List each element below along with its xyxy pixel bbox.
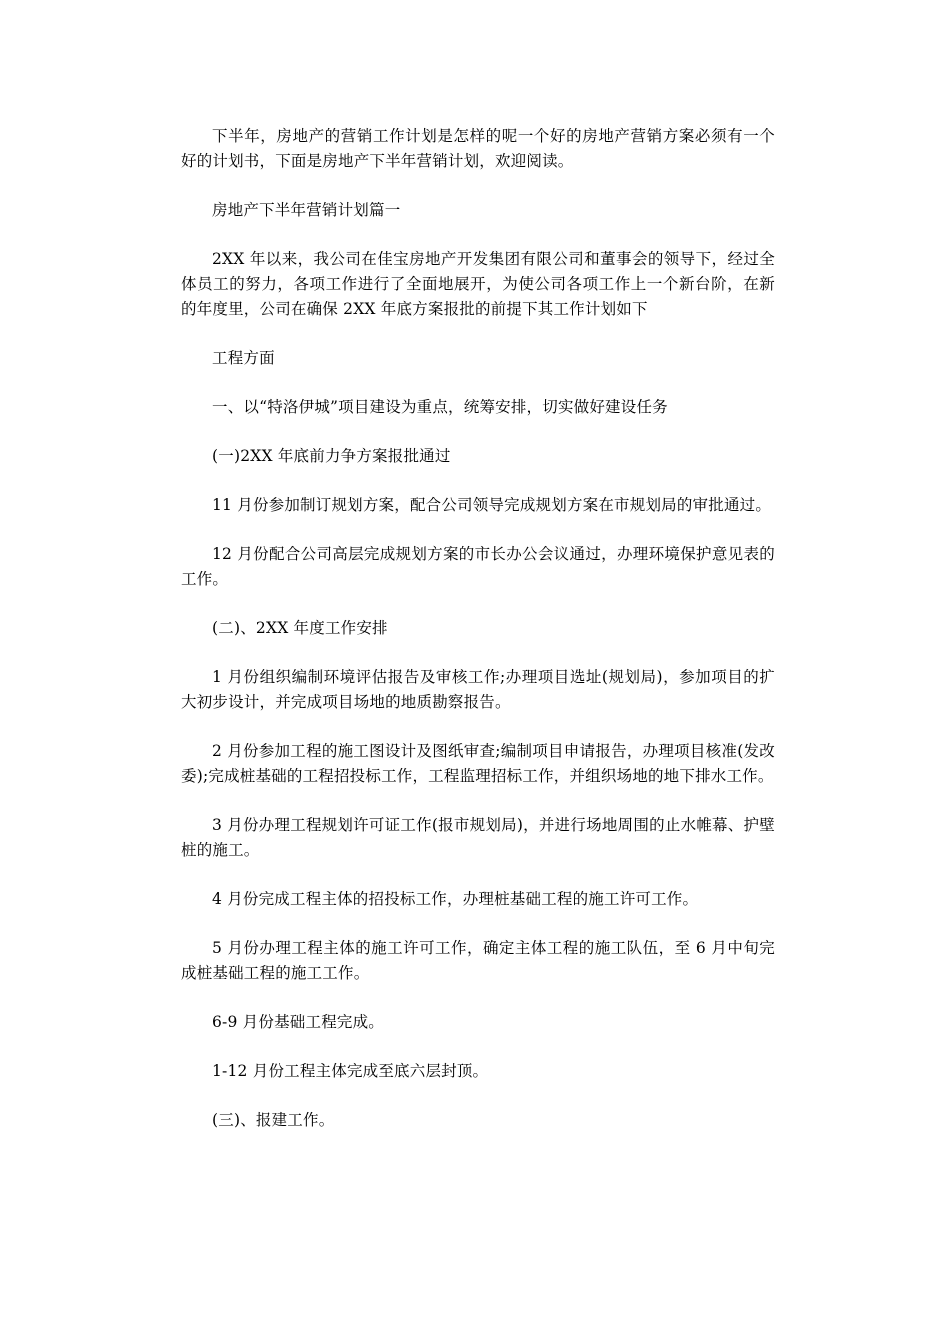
subsection-two-heading: (二)、2XX 年度工作安排 <box>212 619 388 637</box>
overview-paragraph: 2XX 年以来，我公司在佳宝房地产开发集团有限公司和董事会的领导下，经过全体员工的努力，各项工作进行了全面地展开，为使公司各项工作上一个新台阶，在新的年度里，公司在确保 2XX 年底方案报批的前提下其工作计划如下 <box>181 250 775 318</box>
january-paragraph: 1 月份组织编制环境评估报告及审核工作;办理项目选址(规划局)，参加项目的扩大初步设计，并完成项目场地的地质勘察报告。 <box>181 668 775 711</box>
item-one-heading: 一、以“特洛伊城”项目建设为重点，统筹安排，切实做好建设任务 <box>212 398 668 416</box>
may-paragraph: 5 月份办理工程主体的施工许可工作，确定主体工程的施工队伍，至 6 月中旬完成桩基础工程的施工工作。 <box>181 939 775 982</box>
february-paragraph: 2 月份参加工程的施工图设计及图纸审查;编制项目申请报告，办理项目核准(发改委);完成桩基础的工程招投标工作，工程监理招标工作，并组织场地的地下排水工作。 <box>181 742 775 785</box>
november-paragraph: 11 月份参加制订规划方案，配合公司领导完成规划方案在市规划局的审批通过。 <box>212 496 772 514</box>
june-september-paragraph: 6-9 月份基础工程完成。 <box>212 1013 384 1031</box>
subsection-one-heading: (一)2XX 年底前力争方案报批通过 <box>212 447 451 465</box>
engineering-heading: 工程方面 <box>212 349 275 367</box>
december-paragraph: 12 月份配合公司高层完成规划方案的市长办公会议通过，办理环境保护意见表的工作。 <box>181 545 775 588</box>
march-paragraph: 3 月份办理工程规划许可证工作(报市规划局)，并进行场地周围的止水帷幕、护壁桩的施工。 <box>181 816 775 859</box>
document-body <box>181 124 775 1133</box>
intro-paragraph: 下半年，房地产的营销工作计划是怎样的呢一个好的房地产营销方案必须有一个好的计划书，下面是房地产下半年营销计划，欢迎阅读。 <box>181 127 775 170</box>
april-paragraph: 4 月份完成工程主体的招投标工作，办理桩基础工程的施工许可工作。 <box>212 890 699 908</box>
subsection-three-heading: (三)、报建工作。 <box>212 1111 335 1129</box>
section-title: 房地产下半年营销计划篇一 <box>212 201 401 219</box>
january-december-paragraph: 1-12 月份工程主体完成至底六层封顶。 <box>212 1062 489 1080</box>
